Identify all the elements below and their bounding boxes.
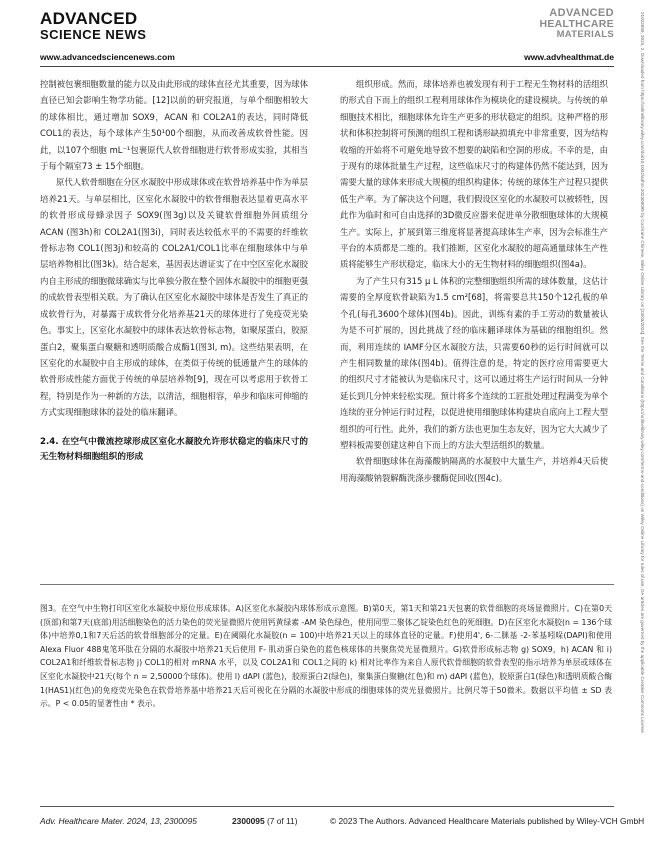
- download-notice-sidebar: 21922659, 2024, 2, Downloaded from https://onlinelibrary.wiley.com/doi/10.1002/adhm.202300095 by Cochrane Chinese, Wiley Online Library on [23/03/2024]. See the Terms and Conditions (https://onlinelibrary.wiley.com/terms-and-conditions) on Wiley Online Library for rules of use; OA articles are governed by the applicable Creative Commons License: [640, 12, 645, 733]
- left-column: [40, 76, 308, 473]
- footer-page: [232, 816, 298, 826]
- brand-left-line1: ADVANCED: [40, 9, 138, 28]
- right-paragraph-3: 软骨细胞球体在海藻酸钠隔离的水凝胶中大量生产，并培养4天后使用海藻酸钠裂解酶洗涤步骤酶促回收(图4c)。: [340, 456, 608, 483]
- caption-divider: [40, 584, 614, 585]
- right-paragraph-2: 为了产生只有315 μ L 体积的完整细胞组织所需的球体数量，这估计需要的全厚度软骨缺陷为1.5 cm²[68]，将需要总共150个12孔板的单个孔(每孔3600个球体)(图4b)。因此，训练有素的手工劳动的数量被认为是不可扩展的，因此挑战了经的临床翻译球体为基础的细胞组织。然而，利用连续的 IAMF分区水凝胶方法，只需要60秒的运行时间就可以产生相同数量的球体(图4b)。值得注意的是，特定的医疗应用需要更大的组织尺寸才能被认为是临床尺寸，这可以通过将生产运行时间从一分钟延长到几分钟来轻松实现。预计将多个连续的工匠批处理过程满变为单个连续的亚分钟运行时过程，以促进使用细胞球体构建块自底向上工程大型组织的可行性。此外，我们的新方法也更加生态友好，因为它大大减少了塑料板需要创建这种自下而上的方法大型活组织的数量。: [340, 275, 608, 450]
- brand-right-line3: MATERIALS: [556, 28, 614, 40]
- right-paragraph-1: 组织形成。然而，球体培养也被发现有利于工程无生物材料的活组织的形式自下而上的组织工程利用球体作为模块化的建设模块。与传统的单细胞技术相比，细胞球体允许生产更多的形状稳定的组织。这种严格的形状和体积控制将可预测的组织工程和诱形缺损填充中非常重要，因为结构收缩的开始将不可避免地导致不想要的缺陷和空洞的形成。不幸的是，由于现有的球体批量生产过程，这些临床尺寸的构建体仍然不能达到，因为需要大量的球体来形成大规模的组织构建体；传统的球体生产过程只提供低生产率。为了解决这个问题，我们假设区室化的水凝胶可以被轿牲，因此作为临时和可自由选择的3D微反应器来促进单分散细胞球体的大规模生产。实际上，扩展到第三维度将显著提高球体生产率，因为会标准生产平台的本质都是二维的。我们推断，区室化水凝胶的超高通量球体生产性质将能够生产形状稳定，临床大小的无生物材料的细胞组织(图4a)。: [340, 79, 608, 270]
- footer-article-number: 2300095: [232, 816, 265, 826]
- brand-left-line2: SCIENCE NEWS: [40, 27, 147, 42]
- journal-url[interactable]: www.advhealthmat.de: [524, 52, 614, 62]
- header-divider: [40, 66, 614, 67]
- publisher-url[interactable]: www.advancedsciencenews.com: [40, 52, 175, 62]
- journal-logo-left: [40, 10, 240, 41]
- left-paragraph-2: 原代人软骨细胞在分区水凝胶中形成球体或在软骨培养基中作为单层培养21天。与单层相比，区室化水凝胶中的软骨细胞表达显着更高水平的软骨形成母蜂录因子 SOX9(图3g)以及关键软骨细胞外间质组分 ACAN (图3h)和 COL2A1(图3i)，同时表达较低水平的不需要的纤维软骨标志物 COL1(图3j)和较高的 COL2A1/COL1比率在细胞球体中与单层培养物相比(图3k)。结合起来，基因表达谱证实了在中空区室化水凝胶内自主形成的细胞微球确实与比单独分散在整个固体水凝胶中的细胞更强的成软骨表型相关联。为了确认在区室化水凝胶中球体是否发生了真正的成软骨行为，对暴露于成软骨分化培养基21天的球体进行了免疫荧光染色。事实上，区室化水凝胶中的球体表达软骨标志物，如聚尿蛋白，胶原蛋白2，聚集蛋白聚糖和透明质酸合成酶1(图3l, m)。这些结果表明，在区室化的水凝胶中自主形成的球体，在类似于传统的低通量产生的球体的软骨形成性能方面优于传统的单层培养物[9]，现在可以考虑用于软骨工程，特别是作为一种新的方法，以清洁，细胞相容，单步和临床可伸缩的方式实现细胞球体的益处的临床翻译。: [40, 177, 308, 418]
- section-heading: 2.4. 在空气中微流控球形成区室化水凝胶允许形状稳定的临床尺寸的无生物材料细胞组织的形成: [40, 436, 308, 462]
- footer-journal: Adv. Healthcare Mater. 2024, 13, 2300095: [40, 816, 197, 826]
- journal-logo-right: [494, 8, 614, 39]
- right-column: [340, 76, 608, 486]
- left-paragraph-1: 控制被包裹细胞数量的能力以及由此形成的球体直径尤其重要，因为球体直径已知会影响生物学功能。[12]以前的研究报道，与单个细胞相较大的球体相比，通过增加 SOX9，ACAN 和 COL2A1的表达，同时降低 COL1的表达，每个球体产生50¹00个细胞，从而改善成软骨性能。因此，以107个细胞 mL⁻¹包裹原代人软骨细胞进行软骨形成实验，其相当于每个隔室73 ± 15个细胞。: [40, 79, 308, 172]
- footer-page-number: (7 of 11): [266, 816, 298, 826]
- figure-caption: 图3。在空气中生物打印区室化水凝胶中原位形成球体。A)区室化水凝胶内球体形成示意图。B)第0天，第1天和第21天包裹的软骨细胞的亮场显微照片。C)在第0天(顶部)和第7天(底部)用活细胞染色的活力染色的荧光显微照片使用钙黄绿素 -AM 染色绿色，使用同型二聚体乙锭染色红色的死细胞。D)在区室化水凝胶(n = 136个球体)中培养0,1和7天后活的软骨细胞部分的定量。E)在阈隔化水凝胶(n = 100)中培养21天以上的球体直径的定量。F)使用4', 6-二脒基 -2-苯基吲哚(DAPI)和使用 Alexa Fluor 488鬼笔环肽在分隔的水凝胶中培养21天后使用 F- 肌动蛋白染色的蓝色核球体的共聚焦荧光显微照片。G)软骨形成标志物 g) SOX9，h) ACAN 和 i) COL2A1和纤维软骨标志物 j) COL1的相对 mRNA 水平，以及 COL2A1和 COL1之间的 k) 相对比率作为来自人原代软骨细胞的软骨表型的指示培养为单层或球体在区室化水凝胶中21天(每个 n = 2,50000个球体)。使用 l) dAPI (蓝色)，胶原蛋白2(绿色)，聚集蛋白聚糖(红色)和 m) dAPI (蓝色)，胶原蛋白1(绿色)和透明质酸合酶1(HAS1)(红色)的免疫荧光染色在软骨培养基中培养21天后可视化在分隔的水凝胶中形成的细胞球体的荧光显微照片。比例尺等于50微米。数据以平均值 ± SD 表示。P < 0.05的显著性由 * 表示。: [40, 604, 612, 709]
- footer-copyright: © 2023 The Authors. Advanced Healthcare Materials published by Wiley-VCH GmbH: [330, 816, 645, 826]
- brand-right-line1: ADVANCED: [549, 7, 614, 19]
- footer-divider: [40, 806, 614, 807]
- brand-right-line2: HEALTHCARE: [539, 18, 614, 30]
